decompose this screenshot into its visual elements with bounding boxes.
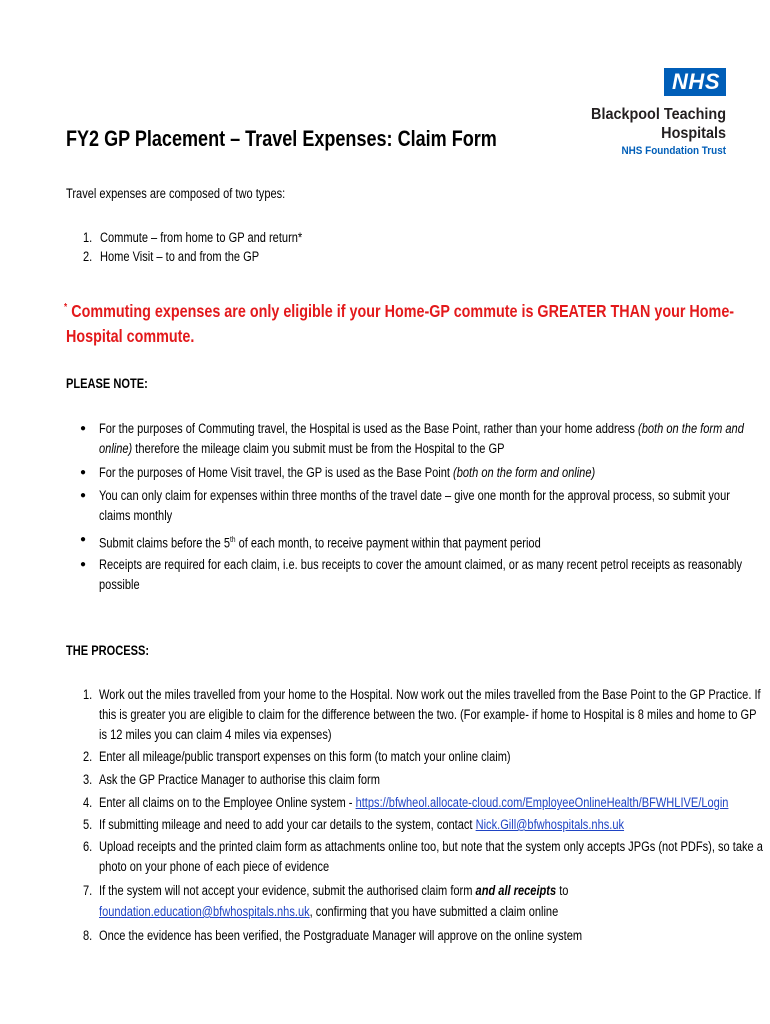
step-text-part: , confirming that you have submitted a claim online — [309, 904, 559, 919]
note-item-cont: claims monthly — [99, 508, 173, 523]
note-item-cont: possible — [99, 577, 140, 592]
step-number: 6. — [83, 839, 93, 854]
employee-online-link[interactable]: https://bfwheol.allocate-cloud.com/EmployeeOnlineHealth/BFWHLIVE/Login — [355, 795, 729, 810]
logo-trust-name-line2: Hospitals — [661, 125, 726, 142]
step-number: 3. — [83, 772, 93, 787]
step-text-cont: is 12 miles you can claim 4 miles via expenses) — [99, 727, 332, 742]
bullet-icon: ● — [80, 490, 87, 501]
note-italic: (both on the form and — [638, 421, 744, 436]
step-text-cont — [99, 903, 558, 920]
bullet-icon: ● — [80, 467, 87, 478]
note-superscript: th — [230, 535, 236, 544]
note-item-cont — [99, 440, 504, 457]
page-title: FY2 GP Placement – Travel Expenses: Claim Form — [66, 126, 497, 151]
note-item — [99, 420, 744, 437]
step-text-part: If submitting mileage and need to add your car details to the system, contact — [99, 817, 476, 832]
step-text-bold: and all receipts — [475, 883, 557, 898]
step-text — [99, 816, 624, 833]
step-number: 7. — [83, 883, 93, 898]
warning-text-1: Commuting expenses are only eligible if your Home-GP commute is GREATER THAN your Home- — [71, 300, 735, 321]
note-text: For the purposes of Commuting travel, the Hospital is used as the Base Point, rather than your home address — [99, 421, 639, 436]
step-text-cont: this is greater you are eligible to claim for the difference between the two. (For example- if home to Hospital is 8 miles and home to GP — [99, 707, 757, 722]
contact-email-link[interactable]: Nick.Gill@bfwhospitals.nhs.uk — [475, 817, 625, 832]
warning-line1 — [64, 297, 734, 322]
intro-text: Travel expenses are composed of two types: — [66, 186, 286, 201]
please-note-heading: PLEASE NOTE: — [66, 376, 148, 391]
step-text-part: If the system will not accept your evidence, submit the authorised claim form — [99, 883, 476, 898]
step-number: 4. — [83, 795, 93, 810]
note-text: For the purposes of Home Visit travel, the GP is used as the Base Point — [99, 465, 454, 480]
process-heading: THE PROCESS: — [66, 643, 150, 658]
note-item: Receipts are required for each claim, i.e. bus receipts to cover the amount claimed, or as many recent petrol receipts as reasonably — [99, 557, 742, 572]
note-text: therefore the mileage claim you submit must be from the Hospital to the GP — [132, 441, 505, 456]
bullet-icon: ● — [80, 423, 87, 434]
step-text-part: to — [556, 883, 569, 898]
step-number: 2. — [83, 749, 93, 764]
step-text: Work out the miles travelled from your home to the Hospital. Now work out the miles travelled from the Base Point to the GP Practice. If — [99, 687, 761, 702]
step-text-cont: photo on your phone of each piece of evidence — [99, 859, 330, 874]
note-item: You can only claim for expenses within three months of the travel date – give one month for the approval process, so submit your — [99, 488, 730, 503]
type-number: 2. — [83, 249, 93, 264]
step-number: 8. — [83, 928, 93, 943]
logo-foundation-trust: NHS Foundation Trust — [621, 145, 726, 157]
nhs-logo — [566, 68, 726, 160]
education-email-link[interactable]: foundation.education@bfwhospitals.nhs.uk — [99, 904, 310, 919]
logo-trust-name-line1: Blackpool Teaching — [591, 106, 726, 123]
warning-line2: Hospital commute. — [66, 326, 195, 346]
bullet-icon: ● — [80, 559, 87, 570]
warning-star: * — [64, 302, 68, 313]
nhs-logo-badge: NHS — [664, 68, 726, 96]
step-number: 5. — [83, 817, 93, 832]
step-text: Ask the GP Practice Manager to authorise this claim form — [99, 772, 380, 787]
bullet-icon: ● — [80, 534, 87, 545]
note-item — [99, 531, 541, 552]
note-text: of each month, to receive payment within that payment period — [235, 535, 541, 551]
type-item-commute: Commute – from home to GP and return* — [100, 230, 303, 245]
step-text: Upload receipts and the printed claim form as attachments online too, but note that the system only accepts JPGs (not PDFs), so take a — [99, 839, 763, 854]
note-italic: online) — [99, 441, 133, 456]
note-item — [99, 464, 595, 481]
step-text: Once the evidence has been verified, the Postgraduate Manager will approve on the online system — [99, 928, 583, 943]
note-italic: (both on the form and online) — [453, 465, 596, 480]
step-number: 1. — [83, 687, 93, 702]
step-text — [99, 794, 728, 811]
step-text: Enter all mileage/public transport expenses on this form (to match your online claim) — [99, 749, 511, 764]
step-text — [99, 882, 568, 899]
step-text-part: Enter all claims on to the Employee Online system - — [99, 795, 356, 810]
type-number: 1. — [83, 230, 93, 245]
note-text: Submit claims before the 5 — [99, 535, 231, 551]
type-item-home-visit: Home Visit – to and from the GP — [100, 249, 260, 264]
